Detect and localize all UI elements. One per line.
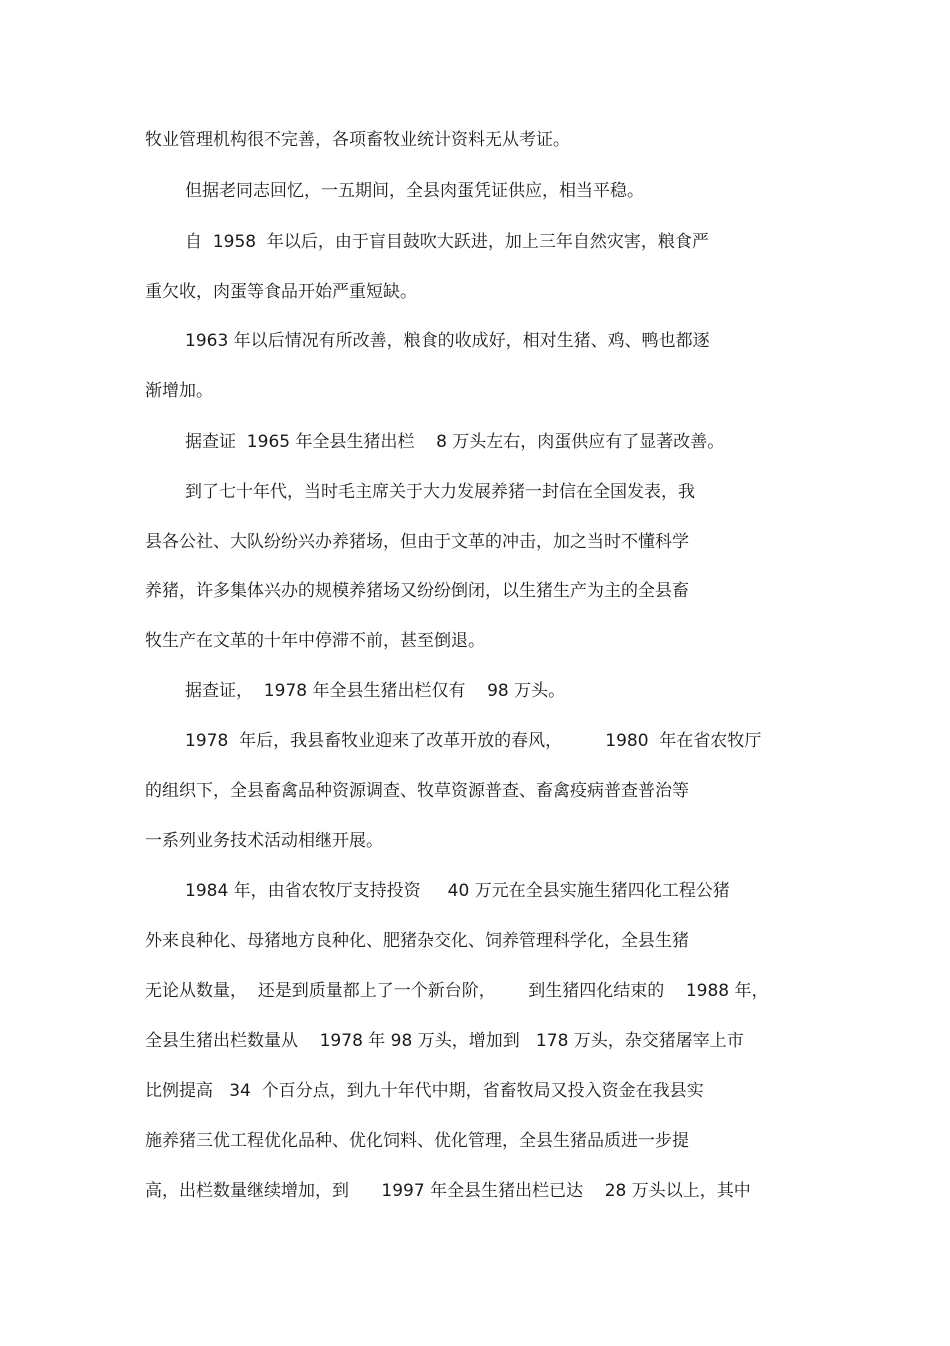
- text-line: 牧生产在文革的十年中停滞不前，甚至倒退。: [145, 631, 485, 651]
- text-line: 比例提高 34 个百分点，到九十年代中期，省畜牧局又投入资金在我县实: [145, 1081, 704, 1101]
- text-line: 渐增加。: [145, 381, 213, 401]
- text-line: 据查证 1965 年全县生猪出栏 8 万头左右，肉蛋供应有了显著改善。: [185, 432, 725, 452]
- text-line: 1963 年以后情况有所改善，粮食的收成好，相对生猪、鸡、鸭也都逐: [185, 331, 710, 351]
- text-line: 高，出栏数量继续增加，到 1997 年全县生猪出栏已达 28 万头以上，其中: [145, 1181, 751, 1201]
- text-line: 无论从数量， 还是到质量都上了一个新台阶， 到生猪四化结束的 1988 年，: [145, 981, 769, 1001]
- text-line: 的组织下，全县畜禽品种资源调查、牧草资源普查、畜禽疫病普查普治等: [145, 781, 689, 801]
- text-line: 自 1958 年以后，由于盲目鼓吹大跃进，加上三年自然灾害，粮食严: [185, 232, 709, 252]
- text-line: 一系列业务技术活动相继开展。: [145, 831, 383, 851]
- text-line: 据查证， 1978 年全县生猪出栏仅有 98 万头。: [185, 681, 566, 701]
- text-line: 施养猪三优工程优化品种、优化饲料、优化管理，全县生猪品质进一步提: [145, 1131, 689, 1151]
- text-line: 到了七十年代，当时毛主席关于大力发展养猪一封信在全国发表，我: [185, 482, 695, 502]
- text-line: 1984 年，由省农牧厅支持投资 40 万元在全县实施生猪四化工程公猪: [185, 881, 730, 901]
- text-line: 牧业管理机构很不完善，各项畜牧业统计资料无从考证。: [145, 130, 570, 150]
- text-line: 全县生猪出栏数量从 1978 年 98 万头，增加到 178 万头，杂交猪屠宰上市: [145, 1031, 744, 1051]
- text-line: 外来良种化、母猪地方良种化、肥猪杂交化、饲养管理科学化，全县生猪: [145, 931, 689, 951]
- text-line: 重欠收，肉蛋等食品开始严重短缺。: [145, 282, 417, 302]
- text-line: 县各公社、大队纷纷兴办养猪场，但由于文革的冲击，加之当时不懂科学: [145, 532, 689, 552]
- text-line: 但据老同志回忆，一五期间，全县肉蛋凭证供应，相当平稳。: [185, 181, 644, 201]
- text-line: 1978 年后，我县畜牧业迎来了改革开放的春风， 1980 年在省农牧厅: [185, 731, 762, 751]
- text-line: 养猪，许多集体兴办的规模养猪场又纷纷倒闭，以生猪生产为主的全县畜: [145, 581, 689, 601]
